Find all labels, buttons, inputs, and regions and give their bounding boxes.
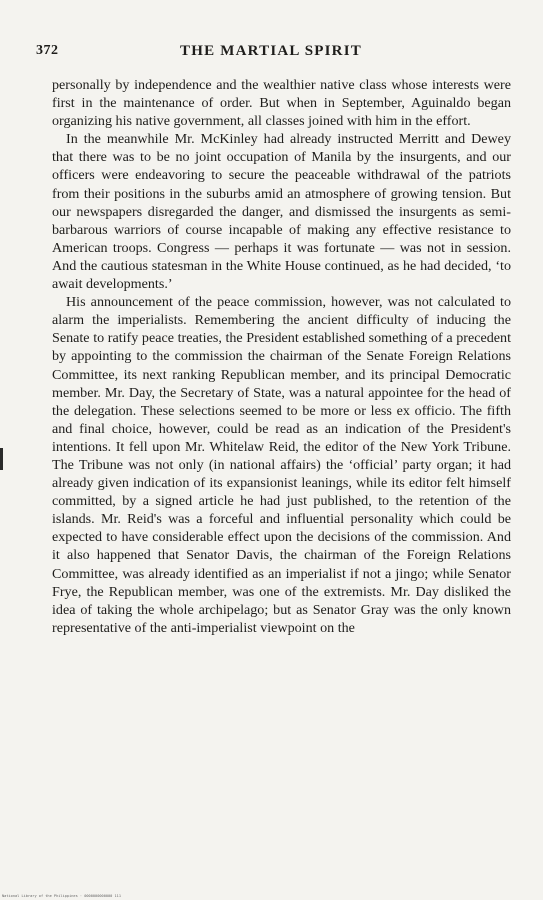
- body-text: [52, 76, 511, 637]
- paragraph-mckinley: In the meanwhile Mr. McKinley had already instructed Merritt and Dewey that there was to be no joint occupation of Manila by the insurgents, and our officers were endeavoring to secure the peaceable withdrawal of the patriots from their positions in the suburbs amid an atmosphere of growing tension. But our newspapers disregarded the danger, and dismissed the insurgents as semi-barbarous warriors of course incapable of making any effective resistance to American troops. Congress — perhaps it was fortunate — was not in session. And the cautious statesman in the White House continued, as he had decided, ‘to await developments.’: [52, 131, 511, 293]
- library-stamp: National Library of the Philippines · 0000000000000 111: [2, 894, 121, 898]
- page-header: [36, 43, 506, 65]
- paragraph-continued: personally by independence and the wealthier native class whose interests were first in the maintenance of order. But when in September, Aguinaldo began organizing his native government, all classes joined with him in the effort.: [52, 77, 511, 130]
- running-head: THE MARTIAL SPIRIT: [180, 43, 362, 59]
- page-number: 372: [36, 43, 59, 58]
- scan-edge-mark: [0, 448, 3, 470]
- paragraph-peace-commission: His announcement of the peace commission, however, was not calculated to alarm the imperialists. Remembering the ancient difficulty of inducing the Senate to ratify peace treaties, the President established something of a precedent by appointing to the commission the chairman of the Senate Foreign Relations Committee, its next ranking Republican member, and its principal Democratic member. Mr. Day, the Secretary of State, was a natural appointee for the head of the delegation. These selections seemed to be more or less ex officio. The fifth and final choice, however, could be read as an indication of the President's intentions. It fell upon Mr. Whitelaw Reid, the editor of the New York Tribune. The Tribune was not only (in national affairs) the ‘official’ party organ; it had already given indication of its expansionist leanings, while its editor felt himself committed, by a signed article he had just published, to the retention of the islands. Mr. Reid's was a forceful and influential personality which could be expected to have considerable effect upon the decisions of the commission. And it also happened that Senator Davis, the chairman of the Foreign Relations Committee, was already identified as an imperialist if not a jingo; while Senator Frye, the Republican member, was one of the extremists. Mr. Day disliked the idea of taking the whole archipelago; but as Senator Gray was the only known representative of the anti-imperialist viewpoint on the: [52, 294, 511, 636]
